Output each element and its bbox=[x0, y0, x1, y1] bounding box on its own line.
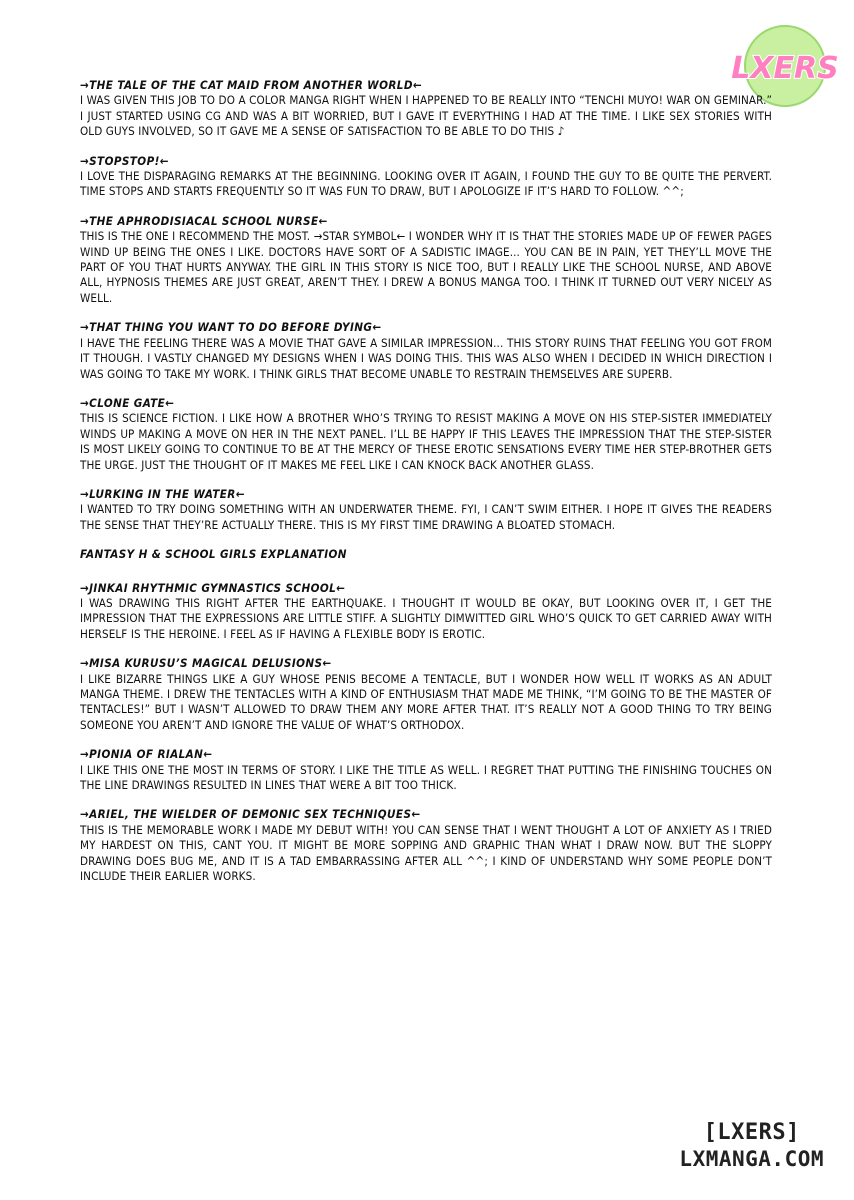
section-body: I WAS GIVEN THIS JOB TO DO A COLOR MANGA RIGHT WHEN I HAPPENED TO BE REALLY INTO “TENCHI MUYO! WAR ON GEMINAR.” I JUST STARTED USING CG AND WAS A BIT WORRIED, BUT I GAVE IT EVERYTHING I HAD AT THE TIME. I LIKE SEX STORIES WITH OLD GUYS INVOLVED, SO IT GAVE ME A SENSE OF SATISFACTION TO BE ABLE TO DO THIS ♪ bbox=[80, 93, 772, 139]
section-body: I LIKE THIS ONE THE MOST IN TERMS OF STORY. I LIKE THE TITLE AS WELL. I REGRET THAT PUTTING THE FINISHING TOUCHES ON THE LINE DRAWINGS RESULTED IN LINES THAT WERE A BIT TOO THICK. bbox=[80, 762, 772, 793]
section bbox=[80, 78, 772, 140]
section-body: I WAS DRAWING THIS RIGHT AFTER THE EARTHQUAKE. I THOUGHT IT WOULD BE OKAY, BUT LOOKING OVER IT, I GET THE IMPRESSION THAT THE EXPRESSIONS ARE LITTLE STIFF. A SLIGHTLY DIMWITTED GIRL WHO’S QUICK TO GET CARRIED AWAY WITH HERSELF IS THE HEROINE. I FEEL AS IF HAVING A FLEXIBLE BODY IS EROTIC. bbox=[80, 595, 772, 641]
section bbox=[80, 487, 772, 533]
second-sections bbox=[80, 581, 772, 885]
section-body: I HAVE THE FEELING THERE WAS A MOVIE THAT GAVE A SIMILAR IMPRESSION... THIS STORY RUINS THAT FEELING YOU GOT FROM IT THOUGH. I VASTLY CHANGED MY DESIGNS WHEN I WAS DOING THIS. THIS WAS ALSO WHEN I DECIDED IN WHICH DIRECTION I WAS GOING TO TAKE MY WORK. I THINK GIRLS THAT BECOME UNABLE TO RESTRAIN THEMSELVES ARE SUPERB. bbox=[80, 335, 772, 381]
section bbox=[80, 807, 772, 884]
site-watermark bbox=[679, 1120, 824, 1172]
section-body: THIS IS THE MEMORABLE WORK I MADE MY DEBUT WITH! YOU CAN SENSE THAT I WENT THOUGHT A LOT OF ANXIETY AS I TRIED MY HARDEST ON THIS, CANT YOU. IT MIGHT BE MORE SOPPING AND GRAPHIC THAN WHAT I DRAW NOW. BUT THE SLOPPY DRAWING DOES BUG ME, AND IT IS A TAD EMBARRASSING AFTER ALL ^^; I KIND OF UNDERSTAND WHY SOME PEOPLE DON’T INCLUDE THEIR EARLIER WORKS. bbox=[80, 822, 772, 884]
section bbox=[80, 396, 772, 473]
section bbox=[80, 154, 772, 200]
afterword-text bbox=[80, 78, 772, 898]
section-title: →MISA KURUSU’S MAGICAL DELUSIONS← bbox=[80, 656, 332, 671]
section-title: →LURKING IN THE WATER← bbox=[80, 486, 245, 501]
section-title: →THE TALE OF THE CAT MAID FROM ANOTHER WORLD← bbox=[80, 78, 423, 92]
section bbox=[80, 320, 772, 382]
section-body: THIS IS SCIENCE FICTION. I LIKE HOW A BROTHER WHO’S TRYING TO RESIST MAKING A MOVE ON HIS STEP-SISTER IMMEDIATELY WINDS UP MAKING A MOVE ON HER IN THE NEXT PANEL. I’LL BE HAPPY IF THIS LEAVES THE IMPRESSION THAT THE STEP-SISTER IS MOST LIKELY GOING TO CONTINUE TO BE AT THE MERCY OF THESE EROTIC SENSATIONS EVERY TIME HER STEP-BROTHER GETS THE URGE. JUST THE THOUGHT OF IT MAKES ME FEEL LIKE I CAN KNOCK BACK ANOTHER GLASS. bbox=[80, 411, 772, 472]
section-title: →STOPSTOP!← bbox=[80, 153, 169, 168]
first-sections bbox=[80, 78, 772, 533]
logo-text: LXERS bbox=[731, 51, 839, 86]
section bbox=[80, 747, 772, 793]
section-body: THIS IS THE ONE I RECOMMEND THE MOST. →STAR SYMBOL← I WONDER WHY IT IS THAT THE STORIES MADE UP OF FEWER PAGES WIND UP BEING THE ONES I LIKE. DOCTORS HAVE SORT OF A SADISTIC IMAGE... YOU CAN BE IN PAIN, YET THEY’LL MOVE THE PART OF YOU THAT HURTS ANYWAY. THE GIRL IN THIS STORY IS NICE TOO, BUT I REALLY LIKE THE SCHOOL NURSE, AND ABOVE ALL, HYPNOSIS THEMES ARE JUST GREAT, AREN’T THEY. I DREW A BONUS MANGA TOO. I THINK IT TURNED OUT VERY NICELY AS WELL. bbox=[80, 229, 772, 305]
section-title: →CLONE GATE← bbox=[80, 395, 175, 410]
section-body: I WANTED TO TRY DOING SOMETHING WITH AN UNDERWATER THEME. FYI, I CAN’T SWIM EITHER. I HOPE IT GIVES THE READERS THE SENSE THAT THEY’RE ACTUALLY THERE. THIS IS MY FIRST TIME DRAWING A BLOATED STOMACH. bbox=[80, 502, 772, 532]
section-title: →PIONIA OF RIALAN← bbox=[80, 747, 213, 762]
section-body: I LOVE THE DISPARAGING REMARKS AT THE BEGINNING. LOOKING OVER IT AGAIN, I FOUND THE GUY TO BE QUITE THE PERVERT. TIME STOPS AND STARTS FREQUENTLY SO IT WAS FUN TO DRAW, BUT I APOLOGIZE IF IT’S HARD TO FOLLOW. ^^; bbox=[80, 169, 772, 199]
watermark-brand: [LXERS] bbox=[703, 1120, 800, 1145]
section-title: →THAT THING YOU WANT TO DO BEFORE DYING← bbox=[80, 320, 382, 335]
section-body: I LIKE BIZARRE THINGS LIKE A GUY WHOSE PENIS BECOME A TENTACLE, BUT I WONDER HOW WELL IT WORKS AS AN ADULT MANGA THEME. I DREW THE TENTACLES WITH A KIND OF ENTHUSIASM THAT MADE ME THINK, “I’M GOING TO BE THE MASTER OF TENTACLES!” BUT I WASN’T ALLOWED TO DRAW THEM ANY MORE AFTER THAT. IT’S REALLY NOT A GOOD THING TO TRY BEING SOMEONE YOU AREN’T AND IGNORE THE VALUE OF WHAT’S ORTHODOX. bbox=[80, 671, 772, 732]
section bbox=[80, 656, 772, 733]
watermark-url: LXMANGA.COM bbox=[679, 1147, 824, 1171]
section-title: →THE APHRODISIACAL SCHOOL NURSE← bbox=[80, 213, 328, 228]
section bbox=[80, 581, 772, 643]
section bbox=[80, 214, 772, 306]
group-heading: FANTASY H & SCHOOL GIRLS EXPLANATION bbox=[80, 547, 347, 562]
section-title: →JINKAI RHYTHMIC GYMNASTICS SCHOOL← bbox=[80, 580, 346, 595]
section-title: →ARIEL, THE WIELDER OF DEMONIC SEX TECHNIQUES← bbox=[80, 807, 421, 822]
